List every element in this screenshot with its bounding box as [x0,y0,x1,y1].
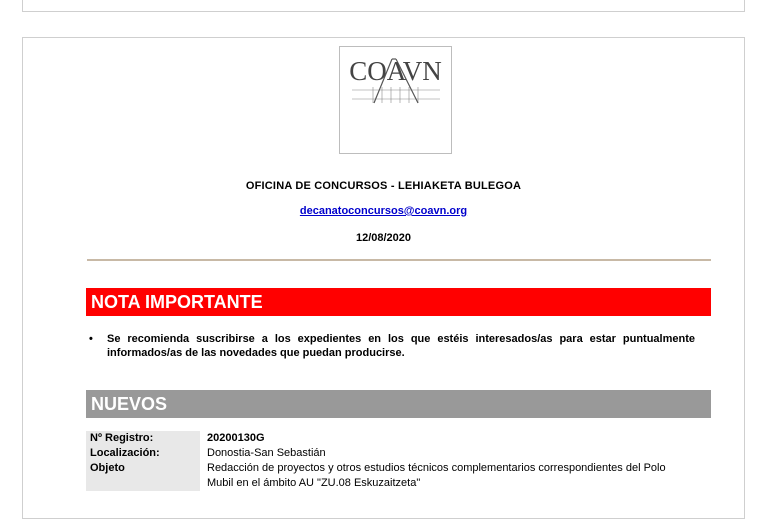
new-section-header: NUEVOS [86,390,711,418]
objeto-label: Objeto [86,461,200,491]
objeto-line-1: Redacción de proyectos y otros estudios técnicos complementarios correspondientes del Polo [207,462,666,474]
office-title: OFICINA DE CONCURSOS - LEHIAKETA BULEGOA [245,180,522,192]
registro-label: Nº Registro: [86,431,200,446]
coavn-logo [339,46,452,154]
registro-value: 20200130G [207,432,265,444]
svg-text:COAVN: COAVN [349,56,442,86]
objeto-line-2: Mubil en el ámbito AU "ZU.08 Eskuzaitzeta" [207,477,421,489]
localizacion-label: Localización: [86,446,200,461]
bulletin-date: 12/08/2020 [355,232,412,244]
email-line [23,205,744,217]
registro-row [86,431,711,446]
important-header: NOTA IMPORTANTE [86,288,711,316]
previous-card [22,0,745,12]
objeto-value [200,461,711,491]
notice-text: Se recomienda suscribirse a los expedientes en los que estéis interesados/as para estar puntualmente informados/as de las novedades que puedan producirse. [107,333,695,359]
divider [87,259,711,261]
coavn-logo-icon [340,47,451,153]
contest-entry [86,431,711,491]
email-link[interactable]: decanatoconcursos@coavn.org [299,205,468,217]
bullet-icon: • [89,333,93,345]
localizacion-row [86,446,711,461]
localizacion-value: Donostia-San Sebastián [207,447,326,459]
bulletin-card [22,37,745,519]
important-notice [89,332,695,360]
objeto-row [86,461,711,491]
